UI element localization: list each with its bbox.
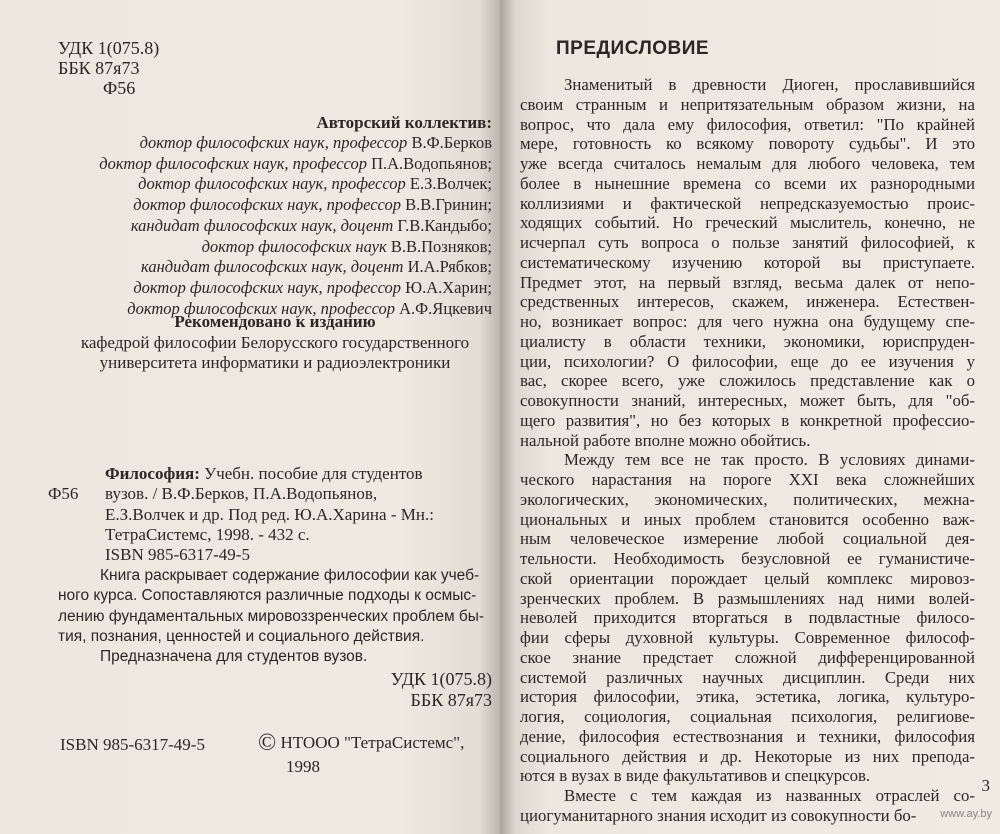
- author-degree: доктор философских наук, профессор: [99, 153, 367, 173]
- preface-line: логия, социология, социальная психология, религиове-: [520, 707, 975, 726]
- author-degree: доктор философских наук, профессор: [139, 133, 408, 152]
- preface-line: социального действия и др. Некоторые из них препода-: [520, 746, 975, 766]
- authors-list: [99, 133, 492, 319]
- preface-line: нальной работе вполне можно обойтись.: [520, 430, 811, 450]
- card-title-line: [48, 464, 434, 484]
- publication-year: 1998: [286, 757, 320, 776]
- preface-line: мере, готовность ко всякому повороту судьбы". И это: [520, 134, 975, 154]
- author-name: В.В.Позняков;: [390, 236, 492, 256]
- author-line: [99, 216, 492, 237]
- author-name: И.А.Рябков;: [407, 257, 492, 277]
- copyright-icon: ©: [258, 730, 277, 756]
- preface-line: совокупности знаний, интересных, может быть, для "об-: [520, 391, 975, 410]
- author-line: [99, 278, 492, 299]
- author-line: [99, 257, 492, 278]
- author-degree: кандидат философских наук, доцент: [130, 215, 394, 235]
- preface-line: Вместе с тем каждая из названных отраслей со-: [564, 786, 975, 805]
- preface-line: Между тем все не так просто. В условиях динами-: [564, 450, 975, 470]
- preface-line: история философии, этика, эстетика, логика, культуро-: [520, 687, 975, 707]
- udk-code: УДК 1(075.8): [58, 38, 160, 58]
- preface-line: экологических, экономических, политических, межна-: [520, 489, 975, 509]
- author-degree: доктор философских наук, профессор: [133, 195, 401, 215]
- author-line: [99, 195, 492, 216]
- recommendation-block: [40, 312, 510, 374]
- watermark: www.ay.by: [940, 808, 992, 820]
- card-line: Е.З.Волчек и др. Под ред. Ю.А.Харина - Мн.:: [105, 504, 434, 524]
- author-name: П.А.Водопьянов;: [371, 153, 492, 173]
- recommendation-line: кафедрой философии Белорусского государственного: [80, 332, 470, 352]
- right-page: [500, 0, 1000, 834]
- preface-line: ются в вузах в виде факультативов и спецкурсов.: [520, 766, 871, 786]
- copyright-line: [258, 731, 464, 755]
- author-name: Ю.А.Харин;: [405, 277, 492, 297]
- preface-line: ческого нарастания на пороге XXI века сложнейших: [520, 470, 975, 489]
- preface-line: вас, скорее всего, уже сложилось представление как о: [520, 371, 975, 391]
- authors-title: Авторский коллектив:: [316, 113, 492, 132]
- preface-line: фии сферы духовной культуры. Современное философ-: [520, 628, 975, 647]
- preface-line: систематическому изучению которой вы приступаете.: [520, 252, 975, 272]
- annotation: [58, 566, 498, 667]
- preface-line: более в нынешние времена со всеми их разнородными: [520, 173, 975, 193]
- preface-line: исчерпал суть вопроса о пользе занятий философией, к: [520, 233, 975, 252]
- preface-line: системой различных научных дисциплин. Среди них: [520, 667, 975, 687]
- card-index: Ф56: [48, 484, 79, 504]
- copyright-block: [258, 731, 464, 779]
- preface-line: уже всегда считалось немалым для любого человека, тем: [520, 154, 975, 173]
- preface-line: коллизиями и фактической непредсказуемостью проис-: [520, 193, 975, 213]
- author-name: В.В.Гринин;: [405, 195, 492, 215]
- bbk-code: ББК 87я73: [58, 58, 140, 78]
- card-title-rest: Учебн. пособие для студентов: [204, 464, 423, 483]
- publisher: НТООО "ТетраСистемс",: [280, 733, 465, 752]
- card-isbn: ISBN 985-6317-49-5: [105, 545, 250, 565]
- author-line: [99, 237, 492, 258]
- page-number: 3: [981, 776, 990, 795]
- preface-line: ным человеческое измерение любой социальной дея-: [520, 529, 975, 549]
- bottom-classification: [391, 669, 492, 711]
- card-line-text: вузов. / В.Ф.Берков, П.А.Водопьянов,: [105, 484, 378, 504]
- bbk-code: ББК 87я73: [410, 690, 492, 710]
- card-line: [48, 484, 434, 504]
- card-title: Философия:: [105, 464, 200, 483]
- author-degree: доктор философских наук, профессор: [138, 174, 406, 194]
- preface-line: своим странным и непритязательным образом жизни, на: [520, 94, 975, 114]
- preface-line: щего развития", но без которых в конкретной профессио-: [520, 410, 975, 430]
- author-name: В.Ф.Берков: [411, 133, 492, 152]
- recommendation-title: Рекомендовано к изданию: [174, 312, 376, 331]
- page-title: ПРЕДИСЛОВИЕ: [556, 38, 710, 59]
- preface-line: средственных интересов, скажем, инженера. Естествен-: [520, 292, 975, 312]
- preface-line: ское знание предстает сложной дифференцированной: [520, 647, 975, 667]
- card-line: ТетраСистемс, 1998. - 432 с.: [105, 524, 310, 544]
- author-line: [99, 154, 492, 175]
- author-name: Е.З.Волчек;: [409, 174, 492, 194]
- preface-line: ции, психологии? О философии, еще до ее изучения у: [520, 351, 975, 371]
- author-degree: доктор философских наук, профессор: [127, 298, 395, 318]
- preface-line: дение, философия естествознания и техники, философия: [520, 726, 975, 746]
- classification-block: [58, 38, 159, 98]
- isbn: ISBN 985-6317-49-5: [60, 735, 205, 754]
- author-degree: кандидат философских наук, доцент: [141, 257, 404, 277]
- udk-code: УДК 1(075.8): [390, 669, 492, 689]
- preface-line: Предмет этот, на первый взгляд, весьма далек от непо-: [520, 272, 975, 292]
- preface-line: циональных и иных проблем становится особенно важ-: [520, 509, 975, 529]
- preface-line: ской ориентации порождает целый комплекс мировоз-: [520, 568, 975, 588]
- preface-body: [520, 75, 975, 826]
- author-line: [99, 133, 492, 154]
- recommendation-line: университета информатики и радиоэлектроники: [99, 353, 451, 372]
- preface-line: циогуманитарного знания исходит из совокупности бо-: [520, 805, 917, 825]
- annotation-line: Книга раскрывает содержание философии как учеб-: [100, 567, 480, 584]
- catalog-card: [48, 464, 434, 565]
- preface-line: зренческих проблем. В размышлениях над ними волей-: [520, 588, 975, 608]
- annotation-audience: Предназначена для студентов вузов.: [100, 648, 368, 666]
- preface-line: тельности. Необходимость безусловной ее гуманистиче-: [520, 549, 975, 568]
- preface-line: ходящих событий. Но греческий мыслитель, конечно, не: [520, 213, 975, 233]
- annotation-line: лению фундаментальных мировоззренческих проблем бы-: [58, 607, 485, 625]
- author-line: [99, 174, 492, 195]
- annotation-line: тия, познания, ценностей и социального действия.: [58, 627, 425, 645]
- author-index: Ф56: [103, 78, 136, 98]
- author-degree: доктор философских наук: [201, 236, 387, 256]
- author-degree: доктор философских наук, профессор: [133, 277, 402, 297]
- preface-line: Знаменитый в древности Диоген, прославившийся: [564, 75, 975, 94]
- annotation-line: ного курса. Сопоставляются различные подходы к осмыс-: [58, 587, 477, 605]
- author-name: Г.В.Кандыбо;: [397, 215, 492, 235]
- preface-line: но, возникает вопрос: для чего нужна она будущему спе-: [520, 312, 975, 331]
- preface-line: циалисту в области техники, экономики, юриспруден-: [520, 331, 975, 351]
- preface-line: вопрос, что дала ему философия, ответил: "По крайней: [520, 114, 975, 134]
- author-name: А.Ф.Яцкевич: [399, 298, 492, 318]
- preface-line: неволей приходится вторгаться в подвластные филосо-: [520, 608, 975, 628]
